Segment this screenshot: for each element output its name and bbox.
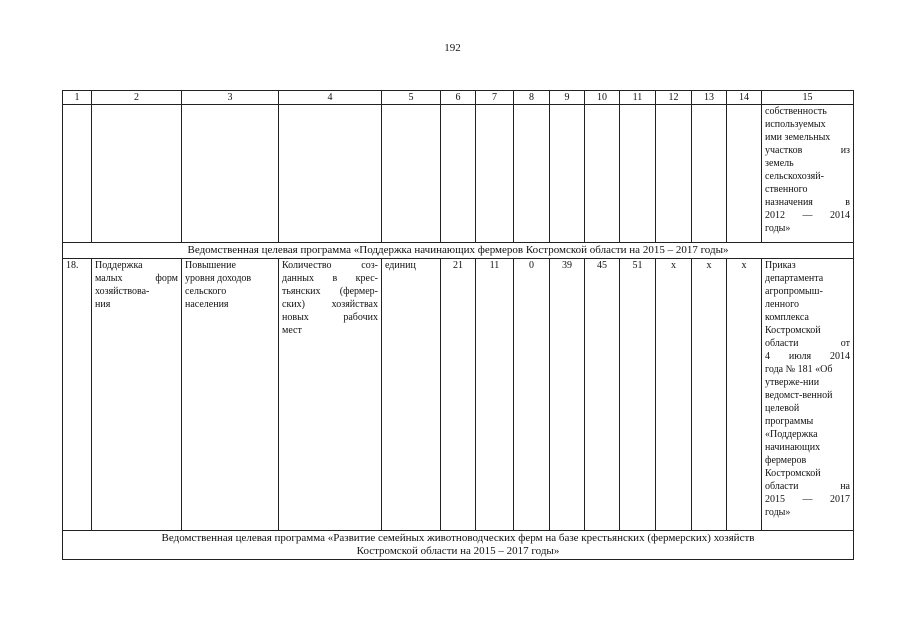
value-cell: 11	[476, 259, 514, 531]
table-cell	[382, 105, 441, 243]
cell-line: мест	[282, 325, 302, 336]
cell-line: данных в крес-	[282, 273, 378, 284]
source-continuation-cell	[762, 105, 854, 243]
column-number: 12	[656, 91, 692, 105]
cell-line: участков из	[765, 145, 850, 156]
cell-line: ственного	[765, 184, 808, 195]
cell-line: малых форм	[95, 273, 178, 284]
column-number: 3	[182, 91, 279, 105]
value-cell: 39	[550, 259, 585, 531]
cell-line: ими земельных	[765, 132, 831, 143]
column-number: 4	[279, 91, 382, 105]
table-cell	[476, 105, 514, 243]
table-cell	[92, 105, 182, 243]
continuation-row	[63, 105, 854, 243]
column-number: 8	[514, 91, 550, 105]
section-title-1: Ведомственная целевая программа «Поддержка начинающих фермеров Костромской области на 2015 – 2017 годы»	[63, 243, 854, 259]
cell-line: года № 181 «Об	[765, 364, 833, 375]
column-number: 15	[762, 91, 854, 105]
cell-line: фермеров	[765, 455, 807, 466]
cell-line: сельского	[185, 286, 227, 297]
table-cell	[727, 105, 762, 243]
cell-line: собственность	[765, 106, 827, 117]
cell-line: земель	[765, 158, 794, 169]
cell-line: хозяйствова-	[95, 286, 150, 297]
cell-line: используемых	[765, 119, 826, 130]
cell-line: 4 июля 2014	[765, 351, 850, 362]
cell-line: годы»	[765, 223, 791, 234]
cell-line: департамента	[765, 273, 824, 284]
goal-cell	[182, 259, 279, 531]
table-cell	[514, 105, 550, 243]
cell-line: утверже-нии	[765, 377, 820, 388]
column-number: 10	[585, 91, 620, 105]
column-number: 7	[476, 91, 514, 105]
cell-line: Повышение	[185, 260, 236, 271]
value-cell: х	[656, 259, 692, 531]
column-number: 9	[550, 91, 585, 105]
cell-line: программы	[765, 416, 814, 427]
table-row	[63, 259, 854, 531]
section-title-2	[63, 531, 854, 560]
cell-line: тьянских (фермер-	[282, 286, 378, 297]
cell-line: 2012 — 2014	[765, 210, 850, 221]
activity-cell	[92, 259, 182, 531]
column-number: 14	[727, 91, 762, 105]
table-cell	[182, 105, 279, 243]
cell-line: области от	[765, 338, 850, 349]
cell-line: сельскохозяй-	[765, 171, 824, 182]
cell-line: Костромской	[765, 325, 821, 336]
cell-line: ленного	[765, 299, 799, 310]
table-cell	[620, 105, 656, 243]
indicator-cell	[279, 259, 382, 531]
column-number: 5	[382, 91, 441, 105]
cell-line: области на	[765, 481, 850, 492]
cell-line: агропромыш-	[765, 286, 823, 297]
cell-line: населения	[185, 299, 229, 310]
cell-line: назначения в	[765, 197, 850, 208]
value-cell: 21	[441, 259, 476, 531]
section-heading-row	[63, 243, 854, 259]
unit-cell: единиц	[382, 259, 441, 531]
cell-line: уровня доходов	[185, 273, 252, 284]
value-cell: х	[692, 259, 727, 531]
program-table	[62, 90, 854, 560]
column-number: 13	[692, 91, 727, 105]
column-number: 6	[441, 91, 476, 105]
source-cell	[762, 259, 854, 531]
cell-line: годы»	[765, 507, 791, 518]
value-cell: 0	[514, 259, 550, 531]
table-cell	[550, 105, 585, 243]
cell-line: Поддержка	[95, 260, 143, 271]
value-cell: х	[727, 259, 762, 531]
table-cell	[279, 105, 382, 243]
column-number-row	[63, 91, 854, 105]
cell-line: ния	[95, 299, 111, 310]
table-cell	[63, 105, 92, 243]
cell-line: ских) хозяйствах	[282, 299, 378, 310]
cell-line: начинающих	[765, 442, 821, 453]
value-cell: 51	[620, 259, 656, 531]
page-number: 192	[444, 42, 461, 54]
table-cell	[585, 105, 620, 243]
cell-line: ведомст-венной	[765, 390, 833, 401]
column-number: 11	[620, 91, 656, 105]
section-heading-row	[63, 531, 854, 560]
cell-line: 2015 — 2017	[765, 494, 850, 505]
section-title-line: Ведомственная целевая программа «Развитие семейных животноводческих ферм на базе крестьянских (фермерских) хозяйств	[161, 532, 755, 544]
table-cell	[656, 105, 692, 243]
cell-line: целевой	[765, 403, 800, 414]
cell-line: комплекса	[765, 312, 809, 323]
section-title-line: Костромской области на 2015 – 2017 годы»	[356, 545, 560, 557]
cell-line: Количество соз-	[282, 260, 378, 271]
table-cell	[441, 105, 476, 243]
cell-line: Костромской	[765, 468, 821, 479]
cell-line: новых рабочих	[282, 312, 378, 323]
table-cell	[692, 105, 727, 243]
value-cell: 45	[585, 259, 620, 531]
cell-line: «Поддержка	[765, 429, 818, 440]
column-number: 1	[63, 91, 92, 105]
cell-line: Приказ	[765, 260, 796, 271]
row-number: 18.	[63, 259, 92, 531]
column-number: 2	[92, 91, 182, 105]
